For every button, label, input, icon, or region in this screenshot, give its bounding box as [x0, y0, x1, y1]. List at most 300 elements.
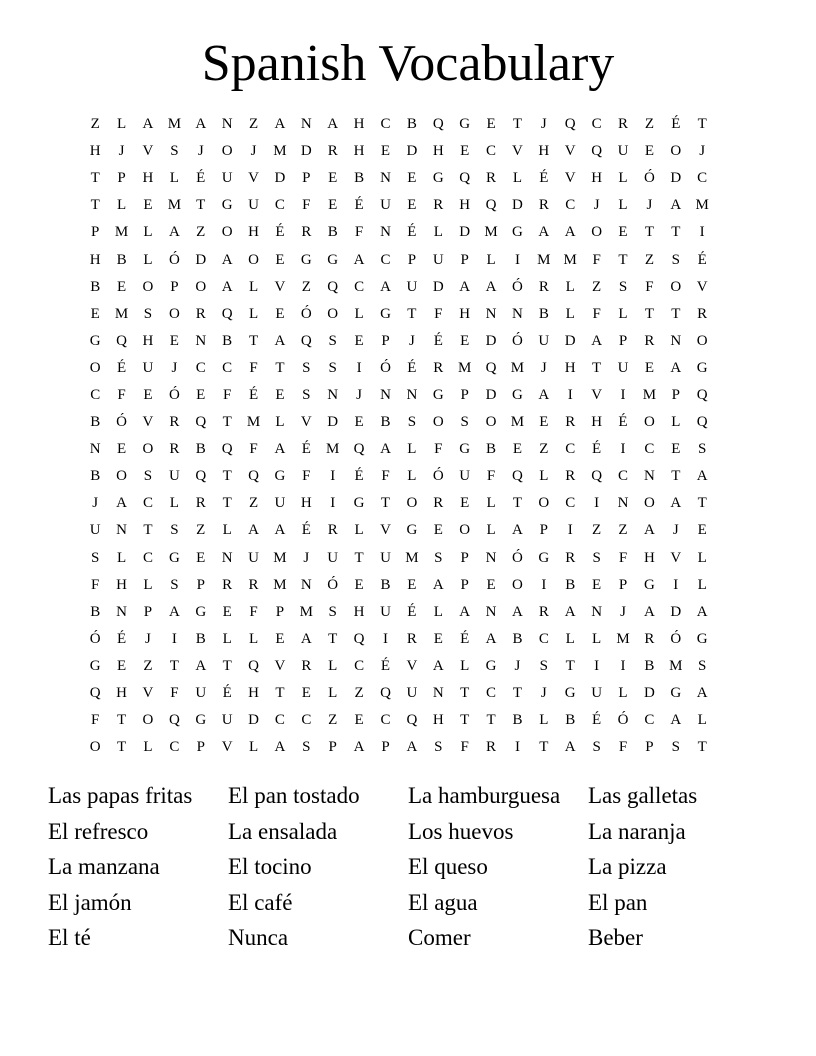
grid-letter[interactable]: E	[486, 576, 496, 593]
grid-letter[interactable]: D	[274, 170, 286, 187]
grid-letter[interactable]: C	[380, 251, 391, 268]
grid-letter[interactable]: I	[594, 657, 600, 674]
grid-letter[interactable]: L	[143, 251, 153, 268]
grid-letter[interactable]: E	[275, 386, 285, 403]
grid-letter[interactable]: F	[618, 739, 628, 756]
grid-letter[interactable]: Q	[380, 685, 391, 702]
grid-letter[interactable]: É	[618, 414, 628, 431]
grid-letter[interactable]: B	[380, 414, 391, 431]
grid-letter[interactable]: S	[592, 739, 601, 756]
grid-letter[interactable]: L	[565, 278, 575, 295]
grid-letter[interactable]: É	[354, 197, 364, 214]
grid-letter[interactable]: P	[196, 739, 205, 756]
grid-letter[interactable]: V	[274, 657, 286, 674]
grid-letter[interactable]: Z	[592, 522, 602, 539]
grid-letter[interactable]: B	[90, 278, 101, 295]
grid-letter[interactable]: P	[460, 251, 469, 268]
grid-letter[interactable]: G	[432, 386, 444, 403]
grid-letter[interactable]: E	[117, 657, 127, 674]
grid-letter[interactable]: É	[301, 522, 311, 539]
grid-letter[interactable]: I	[514, 739, 520, 756]
grid-letter[interactable]: E	[222, 603, 232, 620]
grid-letter[interactable]: R	[644, 630, 655, 647]
grid-letter[interactable]: S	[302, 739, 311, 756]
grid-letter[interactable]: É	[671, 116, 681, 133]
grid-letter[interactable]: Ó	[168, 251, 180, 268]
grid-letter[interactable]: E	[671, 441, 681, 458]
grid-letter[interactable]: H	[564, 359, 576, 376]
grid-letter[interactable]: T	[275, 359, 285, 376]
grid-letter[interactable]: N	[485, 603, 497, 620]
grid-letter[interactable]: L	[697, 549, 707, 566]
grid-letter[interactable]: Q	[406, 712, 418, 729]
grid-letter[interactable]: Q	[485, 359, 497, 376]
grid-letter[interactable]: S	[671, 739, 680, 756]
grid-letter[interactable]: Ó	[512, 278, 523, 295]
grid-letter[interactable]: T	[380, 495, 391, 512]
grid-letter[interactable]: I	[567, 522, 573, 539]
grid-letter[interactable]: I	[356, 359, 362, 376]
grid-letter[interactable]: Q	[195, 414, 207, 431]
grid-letter[interactable]: F	[91, 712, 100, 729]
grid-letter[interactable]: T	[671, 224, 681, 241]
grid-letter[interactable]: O	[670, 278, 682, 295]
grid-letter[interactable]: F	[170, 685, 179, 702]
grid-letter[interactable]: B	[90, 414, 101, 431]
grid-letter[interactable]: P	[117, 170, 126, 187]
grid-letter[interactable]: E	[117, 441, 127, 458]
grid-letter[interactable]: T	[460, 685, 470, 702]
grid-letter[interactable]: E	[143, 197, 153, 214]
grid-letter[interactable]: U	[221, 712, 233, 729]
grid-letter[interactable]: C	[486, 143, 497, 160]
grid-letter[interactable]: L	[486, 251, 496, 268]
grid-letter[interactable]: C	[644, 441, 655, 458]
grid-letter[interactable]: D	[670, 603, 682, 620]
grid-letter[interactable]: S	[143, 468, 153, 485]
grid-letter[interactable]: V	[591, 386, 603, 403]
grid-letter[interactable]: É	[196, 170, 206, 187]
grid-letter[interactable]: H	[432, 143, 444, 160]
grid-letter[interactable]: A	[538, 386, 550, 403]
grid-letter[interactable]: H	[538, 143, 550, 160]
grid-letter[interactable]: H	[459, 197, 471, 214]
grid-letter[interactable]: G	[195, 712, 207, 729]
grid-letter[interactable]: A	[380, 441, 391, 458]
grid-letter[interactable]: O	[432, 414, 444, 431]
grid-letter[interactable]: S	[170, 522, 179, 539]
grid-letter[interactable]: A	[168, 603, 180, 620]
grid-letter[interactable]: A	[696, 603, 708, 620]
grid-letter[interactable]: A	[406, 739, 418, 756]
grid-letter[interactable]: A	[591, 332, 603, 349]
grid-letter[interactable]: R	[327, 143, 338, 160]
grid-letter[interactable]: U	[380, 549, 391, 566]
grid-letter[interactable]: O	[195, 278, 207, 295]
grid-letter[interactable]: C	[222, 359, 233, 376]
grid-letter[interactable]: Z	[644, 116, 654, 133]
grid-letter[interactable]: É	[407, 603, 417, 620]
grid-letter[interactable]: Z	[196, 522, 206, 539]
grid-letter[interactable]: S	[460, 414, 469, 431]
grid-letter[interactable]: A	[274, 739, 286, 756]
grid-letter[interactable]: H	[353, 603, 365, 620]
grid-letter[interactable]: J	[408, 332, 415, 349]
grid-letter[interactable]: R	[195, 495, 206, 512]
grid-letter[interactable]: A	[432, 576, 444, 593]
grid-letter[interactable]: S	[91, 549, 100, 566]
grid-letter[interactable]: I	[330, 468, 336, 485]
grid-letter[interactable]: J	[197, 143, 204, 160]
grid-letter[interactable]: I	[382, 630, 388, 647]
grid-letter[interactable]: Q	[327, 278, 339, 295]
grid-letter[interactable]: É	[275, 224, 285, 241]
grid-letter[interactable]: M	[167, 197, 182, 214]
grid-letter[interactable]: J	[540, 685, 547, 702]
grid-letter[interactable]: N	[485, 305, 497, 322]
grid-letter[interactable]: U	[248, 197, 259, 214]
grid-letter[interactable]: C	[142, 549, 153, 566]
grid-letter[interactable]: C	[565, 441, 576, 458]
grid-letter[interactable]: H	[459, 305, 471, 322]
grid-letter[interactable]: É	[407, 359, 417, 376]
grid-letter[interactable]: F	[592, 251, 601, 268]
grid-letter[interactable]: L	[328, 657, 338, 674]
grid-letter[interactable]: F	[434, 305, 443, 322]
grid-letter[interactable]: T	[644, 224, 654, 241]
grid-letter[interactable]: E	[644, 143, 654, 160]
grid-letter[interactable]: E	[143, 386, 153, 403]
grid-letter[interactable]: L	[565, 630, 575, 647]
grid-letter[interactable]: A	[564, 603, 576, 620]
grid-letter[interactable]: É	[248, 386, 259, 403]
grid-letter[interactable]: V	[142, 414, 154, 431]
grid-letter[interactable]: A	[221, 251, 233, 268]
grid-letter[interactable]: E	[117, 278, 127, 295]
grid-letter[interactable]: R	[644, 332, 655, 349]
grid-letter[interactable]: M	[642, 386, 657, 403]
grid-letter[interactable]: P	[381, 332, 390, 349]
grid-letter[interactable]: E	[460, 495, 470, 512]
grid-letter[interactable]: É	[539, 170, 549, 187]
grid-letter[interactable]: L	[486, 522, 496, 539]
grid-letter[interactable]: C	[591, 116, 602, 133]
grid-letter[interactable]: O	[142, 441, 154, 458]
grid-letter[interactable]: L	[539, 468, 549, 485]
grid-letter[interactable]: É	[433, 332, 443, 349]
grid-letter[interactable]: M	[457, 359, 472, 376]
grid-letter[interactable]: Q	[248, 468, 259, 485]
grid-letter[interactable]: Ó	[670, 630, 682, 647]
grid-letter[interactable]: P	[407, 251, 417, 268]
grid-letter[interactable]: M	[114, 305, 129, 322]
grid-letter[interactable]: J	[303, 549, 310, 566]
grid-letter[interactable]: H	[643, 549, 655, 566]
grid-letter[interactable]: U	[380, 603, 391, 620]
grid-letter[interactable]: L	[354, 522, 364, 539]
grid-letter[interactable]: O	[538, 495, 550, 512]
grid-letter[interactable]: E	[301, 685, 311, 702]
grid-letter[interactable]: G	[696, 630, 708, 647]
grid-letter[interactable]: D	[195, 251, 207, 268]
grid-letter[interactable]: U	[432, 251, 444, 268]
grid-letter[interactable]: M	[167, 116, 182, 133]
grid-letter[interactable]: A	[432, 657, 444, 674]
grid-letter[interactable]: B	[354, 170, 365, 187]
grid-letter[interactable]: B	[644, 657, 655, 674]
grid-letter[interactable]: I	[699, 224, 705, 241]
grid-letter[interactable]: F	[222, 386, 232, 403]
grid-letter[interactable]: H	[432, 712, 444, 729]
grid-letter[interactable]: D	[459, 224, 471, 241]
grid-letter[interactable]: J	[145, 630, 151, 647]
grid-letter[interactable]: A	[274, 332, 286, 349]
grid-letter[interactable]: A	[274, 522, 286, 539]
grid-letter[interactable]: R	[565, 549, 576, 566]
grid-letter[interactable]: É	[380, 657, 391, 674]
grid-letter[interactable]: T	[90, 170, 100, 187]
grid-letter[interactable]: E	[354, 712, 364, 729]
grid-letter[interactable]: T	[248, 332, 259, 349]
grid-letter[interactable]: C	[697, 170, 708, 187]
grid-letter[interactable]: G	[643, 576, 655, 593]
grid-letter[interactable]: I	[620, 657, 626, 674]
grid-letter[interactable]: E	[275, 305, 285, 322]
grid-letter[interactable]: B	[538, 305, 549, 322]
grid-letter[interactable]: E	[592, 576, 602, 593]
grid-letter[interactable]: Z	[196, 224, 206, 241]
grid-letter[interactable]: T	[90, 197, 100, 214]
grid-letter[interactable]: U	[221, 170, 233, 187]
grid-letter[interactable]: V	[248, 170, 259, 187]
grid-letter[interactable]: J	[356, 386, 363, 403]
grid-letter[interactable]: J	[699, 143, 706, 160]
grid-letter[interactable]: A	[353, 251, 365, 268]
grid-letter[interactable]: T	[512, 495, 523, 512]
grid-letter[interactable]: L	[539, 712, 549, 729]
grid-letter[interactable]: T	[486, 712, 496, 729]
grid-letter[interactable]: U	[406, 685, 418, 702]
grid-letter[interactable]: H	[142, 170, 154, 187]
grid-letter[interactable]: É	[460, 630, 470, 647]
grid-letter[interactable]: I	[567, 386, 573, 403]
grid-letter[interactable]: C	[380, 712, 391, 729]
grid-letter[interactable]: L	[407, 468, 417, 485]
grid-letter[interactable]: Ó	[512, 549, 523, 566]
grid-letter[interactable]: N	[116, 522, 127, 539]
grid-letter[interactable]: S	[434, 739, 443, 756]
grid-letter[interactable]: B	[565, 712, 576, 729]
grid-letter[interactable]: O	[168, 305, 180, 322]
grid-letter[interactable]: C	[354, 657, 365, 674]
grid-letter[interactable]: P	[460, 386, 469, 403]
grid-letter[interactable]: A	[564, 739, 576, 756]
grid-letter[interactable]: T	[512, 116, 523, 133]
grid-letter[interactable]: F	[302, 197, 311, 214]
grid-letter[interactable]: V	[221, 739, 233, 756]
grid-letter[interactable]: V	[142, 143, 154, 160]
grid-letter[interactable]: A	[221, 278, 233, 295]
grid-letter[interactable]: A	[116, 495, 127, 512]
grid-letter[interactable]: É	[697, 251, 707, 268]
grid-letter[interactable]: V	[696, 278, 708, 295]
grid-letter[interactable]: Q	[591, 468, 603, 485]
grid-letter[interactable]: L	[248, 305, 259, 322]
grid-letter[interactable]: G	[327, 251, 339, 268]
grid-letter[interactable]: É	[117, 359, 127, 376]
grid-letter[interactable]: O	[512, 576, 523, 593]
grid-letter[interactable]: J	[250, 143, 257, 160]
grid-letter[interactable]: L	[697, 712, 707, 729]
grid-letter[interactable]: L	[143, 224, 153, 241]
grid-letter[interactable]: B	[512, 630, 523, 647]
grid-letter[interactable]: L	[565, 305, 575, 322]
grid-letter[interactable]: Q	[221, 441, 233, 458]
grid-letter[interactable]: É	[117, 630, 127, 647]
grid-letter[interactable]: G	[380, 305, 391, 322]
grid-letter[interactable]: R	[301, 657, 312, 674]
grid-letter[interactable]: S	[143, 305, 153, 322]
grid-letter[interactable]: O	[327, 305, 339, 322]
grid-letter[interactable]: C	[90, 386, 101, 403]
grid-letter[interactable]: G	[168, 549, 180, 566]
grid-letter[interactable]: U	[538, 332, 550, 349]
grid-letter[interactable]: N	[512, 305, 523, 322]
grid-letter[interactable]: M	[326, 441, 340, 458]
grid-letter[interactable]: C	[195, 359, 206, 376]
grid-letter[interactable]: C	[354, 278, 365, 295]
grid-letter[interactable]: T	[222, 495, 232, 512]
grid-letter[interactable]: Q	[195, 468, 207, 485]
grid-letter[interactable]: T	[117, 712, 127, 729]
grid-letter[interactable]: F	[618, 549, 628, 566]
grid-letter[interactable]: S	[302, 386, 311, 403]
grid-letter[interactable]: F	[354, 224, 364, 241]
grid-letter[interactable]: Q	[221, 305, 233, 322]
grid-letter[interactable]: D	[485, 386, 497, 403]
grid-letter[interactable]: U	[168, 468, 180, 485]
grid-letter[interactable]: P	[328, 739, 337, 756]
grid-letter[interactable]: P	[170, 278, 179, 295]
grid-letter[interactable]: P	[618, 332, 628, 349]
grid-letter[interactable]: J	[171, 359, 178, 376]
grid-letter[interactable]: B	[90, 468, 101, 485]
grid-letter[interactable]: E	[512, 441, 523, 458]
grid-letter[interactable]: S	[698, 657, 707, 674]
grid-letter[interactable]: C	[565, 495, 576, 512]
grid-letter[interactable]: T	[196, 197, 206, 214]
grid-letter[interactable]: A	[696, 468, 708, 485]
grid-letter[interactable]: C	[486, 685, 497, 702]
grid-letter[interactable]: T	[222, 657, 232, 674]
grid-letter[interactable]: A	[485, 630, 497, 647]
grid-letter[interactable]: J	[540, 359, 547, 376]
grid-letter[interactable]: L	[592, 630, 602, 647]
grid-letter[interactable]: N	[327, 386, 339, 403]
grid-letter[interactable]: P	[302, 170, 311, 187]
grid-letter[interactable]: S	[302, 359, 311, 376]
grid-letter[interactable]: Z	[143, 657, 153, 674]
grid-letter[interactable]: T	[697, 739, 707, 756]
grid-letter[interactable]: A	[670, 359, 682, 376]
grid-letter[interactable]: R	[169, 441, 180, 458]
grid-letter[interactable]: B	[512, 712, 523, 729]
grid-letter[interactable]: R	[697, 305, 708, 322]
grid-letter[interactable]: Q	[300, 332, 312, 349]
grid-letter[interactable]: C	[644, 712, 655, 729]
grid-letter[interactable]: D	[300, 143, 312, 160]
grid-letter[interactable]: N	[195, 332, 207, 349]
grid-letter[interactable]: Z	[248, 116, 259, 133]
grid-letter[interactable]: L	[143, 739, 153, 756]
grid-letter[interactable]: E	[380, 143, 391, 160]
grid-letter[interactable]: L	[433, 603, 443, 620]
grid-letter[interactable]: J	[672, 522, 679, 539]
grid-letter[interactable]: A	[195, 116, 207, 133]
grid-letter[interactable]: N	[485, 549, 497, 566]
grid-letter[interactable]: M	[273, 549, 287, 566]
grid-letter[interactable]: V	[512, 143, 523, 160]
grid-letter[interactable]: P	[671, 386, 680, 403]
grid-letter[interactable]: A	[512, 522, 523, 539]
grid-letter[interactable]: Z	[248, 495, 259, 512]
grid-letter[interactable]: O	[643, 495, 655, 512]
grid-letter[interactable]: Q	[485, 197, 497, 214]
grid-letter[interactable]: L	[486, 495, 496, 512]
grid-letter[interactable]: B	[222, 332, 233, 349]
grid-letter[interactable]: B	[380, 576, 391, 593]
grid-letter[interactable]: Q	[432, 116, 444, 133]
grid-letter[interactable]: E	[618, 224, 628, 241]
grid-letter[interactable]: D	[670, 170, 682, 187]
grid-letter[interactable]: É	[222, 685, 232, 702]
grid-letter[interactable]: Ó	[512, 332, 523, 349]
grid-letter[interactable]: D	[643, 685, 655, 702]
grid-letter[interactable]: I	[673, 576, 679, 593]
grid-letter[interactable]: Z	[644, 251, 654, 268]
grid-letter[interactable]: U	[274, 495, 286, 512]
grid-letter[interactable]: R	[538, 278, 549, 295]
grid-letter[interactable]: I	[620, 386, 626, 403]
grid-letter[interactable]: U	[142, 359, 154, 376]
grid-letter[interactable]: Q	[512, 468, 523, 485]
grid-letter[interactable]: U	[459, 468, 471, 485]
grid-letter[interactable]: E	[90, 305, 100, 322]
grid-letter[interactable]: É	[407, 224, 417, 241]
grid-letter[interactable]: Z	[354, 685, 364, 702]
grid-letter[interactable]: R	[618, 116, 629, 133]
grid-letter[interactable]: B	[116, 251, 127, 268]
grid-letter[interactable]: L	[328, 685, 338, 702]
grid-letter[interactable]: N	[406, 386, 418, 403]
grid-letter[interactable]: G	[274, 468, 286, 485]
grid-letter[interactable]: H	[142, 332, 154, 349]
grid-letter[interactable]: L	[169, 170, 179, 187]
grid-letter[interactable]: R	[486, 170, 497, 187]
grid-letter[interactable]: R	[433, 495, 444, 512]
grid-letter[interactable]: A	[168, 224, 180, 241]
grid-letter[interactable]: G	[221, 197, 233, 214]
grid-letter[interactable]: M	[563, 251, 577, 268]
grid-letter[interactable]: H	[300, 495, 312, 512]
grid-letter[interactable]: J	[514, 657, 521, 674]
grid-letter[interactable]: F	[249, 603, 258, 620]
grid-letter[interactable]: R	[565, 468, 576, 485]
grid-letter[interactable]: E	[196, 386, 206, 403]
grid-letter[interactable]: F	[592, 305, 601, 322]
grid-letter[interactable]: P	[275, 603, 285, 620]
grid-letter[interactable]: E	[460, 143, 470, 160]
